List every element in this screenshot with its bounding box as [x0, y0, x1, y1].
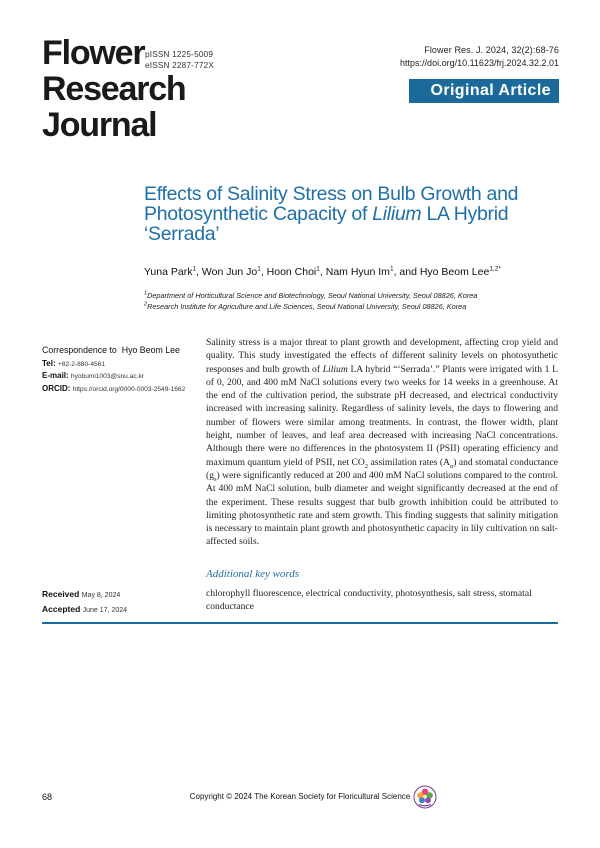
abstract-italic: Lilium — [322, 363, 348, 375]
accepted-label: Accepted — [42, 603, 81, 614]
email-label: E-mail: — [42, 371, 69, 381]
affiliations — [144, 290, 564, 312]
affiliation-text: Department of Horticultural Science and Biotechnology, Seoul National University, Seoul 08826, Korea — [147, 291, 478, 300]
citation-doi[interactable]: https://doi.org/10.11623/frj.2024.32.2.01 — [400, 58, 559, 68]
abstract — [206, 336, 558, 549]
author-name: Hyo Beom Lee — [419, 266, 490, 278]
tel-value: +82-2-880-4561 — [57, 361, 105, 369]
correspondence-heading — [42, 345, 202, 356]
abstract-text: assimilation rates (A — [368, 456, 450, 468]
affiliation-sup: 2 — [144, 301, 148, 308]
correspondence-label: Correspondence to — [42, 345, 117, 355]
abstract-subscript: s — [214, 475, 217, 483]
citation-ref: Flower Res. J. 2024, 32(2):68-76 — [424, 45, 559, 55]
citation-block — [400, 44, 559, 70]
affiliation-sup: 1 — [144, 290, 148, 297]
author-affil-sup: 1 — [192, 265, 197, 273]
dates-block — [42, 588, 202, 617]
journal-name-line-3: Journal — [42, 106, 157, 144]
journal-name-line-1: Flower — [42, 34, 145, 72]
email-value[interactable]: hyobumi1003@snu.ac.kr — [70, 373, 144, 381]
author-affil-sup: 1 — [316, 265, 320, 273]
author-name: Yuna Park — [144, 266, 193, 278]
abstract-text: LA hybrid “‘Serrada’.” Plants were irrigated with 1 L of 0, 200, and 400 mM NaCl solutions every two weeks for 14 weeks in a greenhouse. At the end of the cultivation period, the substrate pH decreased, and electrical conductivity increased with increasing salinity. Regardless of salinity levels, the days to flowering and number of flowers were similar among treatments. In contrast, the flower width, plant height, number of leaves, and leaf area decreased with increasing NaCl concentrations. Although there were no differences in the photosystem II (PSII) operating efficiency and maximum quantum yield of PSII, net CO — [206, 363, 558, 468]
title-part-2: LA Hybrid ‘Serrada’ — [144, 203, 509, 245]
correspondence-name: Hyo Beom Lee — [121, 345, 180, 355]
correspondence-email — [42, 370, 202, 382]
keywords-heading: Additional key words — [206, 568, 300, 580]
accepted-value: June 17, 2024 — [82, 606, 128, 614]
correspondence-tel — [42, 358, 202, 370]
abstract-subscript: n — [449, 462, 454, 470]
author-list: Yuna Park$^1$, Won Jun Jo$^1$, Hoon Choi$^1$, Nam Hyun Im$^1$, and Hyo Beom Lee$^{1,2*}$ — [144, 265, 501, 278]
correspondence-orcid — [42, 383, 202, 395]
affiliation-text: Research Institute for Agriculture and Life Sciences, Seoul National University, Seoul 08826, Korea — [147, 302, 467, 311]
eissn: eISSN 2287-772X — [145, 61, 214, 70]
author-affil-sup: 1 — [389, 265, 394, 273]
received-label: Received — [42, 589, 80, 599]
title-italic: Lilium — [372, 203, 422, 225]
author-name: Nam Hyun Im — [325, 266, 390, 278]
tel-label: Tel: — [42, 359, 56, 369]
issn-block — [145, 49, 214, 71]
author-name: Won Jun Jo — [201, 266, 258, 278]
abstract-text: ) and stomatal conductance (g — [206, 456, 558, 481]
page-number: 68 — [42, 792, 53, 802]
section-divider — [42, 622, 558, 624]
copyright-notice: Copyright © 2024 The Korean Society for Floricultural Science — [189, 792, 411, 801]
received-value: May 8, 2024 — [81, 592, 121, 599]
journal-name-line-2: Research — [42, 70, 186, 108]
author-affil-sup: 1,2* — [489, 265, 501, 273]
abstract-text: ) were significantly reduced at 200 and 400 mM NaCl solutions compared to the control. At 400 mM NaCl solution, bulb diameter and weight significantly decreased at the end of the experiment. These results suggest that bulb growth inhibition could be attributed to limiting photosynthetic rate and stem growth. This finding suggests that salinity mitigation is necessary to maintain plant growth and photosynthetic capacity in lily cultivation on salt-affected soils. — [206, 469, 558, 548]
affiliation-line — [144, 290, 564, 301]
received-date — [42, 588, 202, 603]
author-name: Hoon Choi — [266, 266, 317, 278]
accepted-date — [42, 603, 202, 618]
affiliation-line — [144, 301, 564, 312]
article-type-badge: Original Article — [409, 79, 559, 103]
society-logo-icon — [413, 785, 437, 809]
title-part-1: Effects of Salinity Stress on Bulb Growth and Photosynthetic Capacity of — [144, 183, 519, 225]
orcid-label: ORCID: — [42, 383, 71, 393]
correspondence-block — [42, 345, 202, 395]
orcid-value[interactable]: https://orcid.org/0000-0003-2549-1662 — [72, 385, 186, 393]
pissn: pISSN 1225-5009 — [145, 50, 214, 59]
author-affil-sup: 1 — [257, 265, 261, 273]
keywords-text: chlorophyll fluorescence, electrical conductivity, photosynthesis, salt stress, stomatal conductance — [206, 588, 532, 613]
article-title — [144, 184, 564, 244]
abstract-subscript: 2 — [364, 462, 369, 470]
abstract-text: Salinity stress is a major threat to plant growth and development, affecting crop yield and quality. This study investigated the effects of different salinity levels on photosynthetic responses and bulb growth of — [206, 337, 558, 375]
